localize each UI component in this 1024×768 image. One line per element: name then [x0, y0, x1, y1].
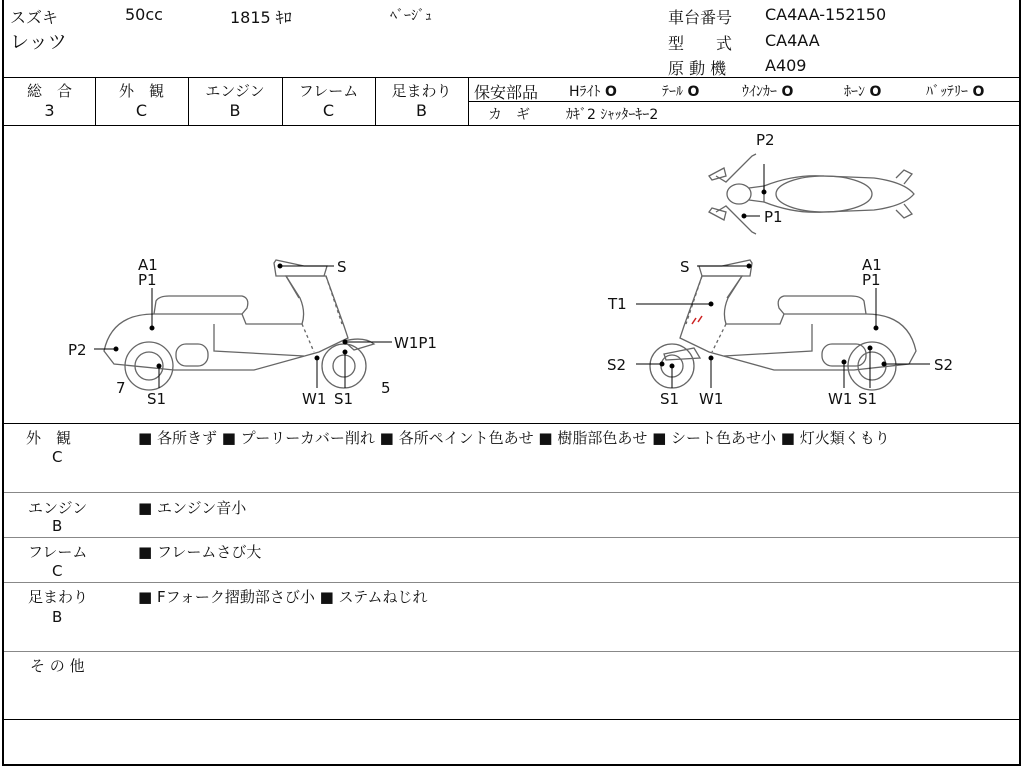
label-left-5: 5: [381, 379, 391, 397]
grade-value-frame: C: [322, 101, 335, 120]
grade-label-suspension: 足まわり: [391, 82, 452, 100]
type-label: 型 式: [668, 34, 733, 53]
label-left-7: 7: [116, 379, 126, 397]
grade-label-engine: エンジン: [205, 82, 265, 100]
label-right-S1b: S1: [858, 390, 878, 408]
detail-text-engine: ■ エンジン音小: [138, 499, 247, 517]
detail-grade-exterior: C: [52, 448, 63, 466]
frame-no-value: CA4AA-152150: [765, 5, 887, 24]
key-label: カ ギ: [488, 107, 530, 123]
maker: スズキ: [10, 8, 59, 27]
label-left-W1: W1: [302, 390, 327, 408]
label-right-A1: A1: [862, 256, 882, 274]
safety-item-headlight: Hﾗｲﾄ O: [569, 84, 617, 100]
label-left-A1: A1: [138, 256, 158, 274]
scooter-top-view: [709, 154, 914, 234]
label-right-T1: T1: [608, 295, 627, 313]
mileage: 1815 ｷﾛ: [230, 8, 292, 27]
detail-label-exterior: 外 観: [26, 429, 72, 447]
detail-text-suspension: ■ Fフォーク摺動部さび小 ■ ステムねじれ: [138, 588, 428, 606]
label-right-W1a: W1: [699, 390, 724, 408]
grade-label-exterior: 外 観: [118, 82, 164, 100]
model-name: レッツ: [10, 31, 67, 53]
type-value: CA4AA: [765, 31, 820, 50]
safety-item-tail: ﾃｰﾙ O: [662, 84, 700, 100]
safety-label: 保安部品: [474, 83, 539, 102]
damage-mark-accent: [692, 316, 702, 324]
label-left-S1b: S1: [334, 390, 354, 408]
detail-grade-engine: B: [52, 517, 63, 535]
label-left-S: S: [337, 258, 347, 276]
displacement: 50cc: [125, 5, 163, 24]
key-value: ｶｷﾞ2 ｼｬｯﾀｰｷｰ2: [566, 107, 659, 123]
inspection-sheet: [2, 0, 1021, 766]
frame-no-label: 車台番号: [668, 8, 733, 27]
color: ﾍﾞｰｼﾞｭ: [390, 8, 432, 24]
label-right-S2a: S2: [607, 356, 627, 374]
detail-label-other: そ の 他: [30, 657, 85, 675]
detail-text-frame: ■ フレームさび大: [138, 543, 262, 561]
grade-value-overall: 3: [44, 101, 55, 120]
engine-label: 原 動 機: [668, 59, 727, 78]
detail-text-exterior: ■ 各所きず ■ プーリーカバー削れ ■ 各所ペイント色あせ ■ 樹脂部色あせ ■ シート色あせ小 ■ 灯火類くもり: [138, 429, 890, 447]
detail-grade-suspension: B: [52, 608, 63, 626]
grade-value-suspension: B: [416, 101, 427, 120]
engine-value: A409: [765, 56, 807, 75]
label-right-S2b: S2: [934, 356, 954, 374]
label-right-S1a: S1: [660, 390, 680, 408]
label-right-P1: P1: [862, 271, 881, 289]
label-top-P2: P2: [756, 131, 775, 149]
grade-label-frame: フレーム: [298, 82, 359, 100]
divider: [4, 77, 1019, 78]
detail-label-engine: エンジン: [28, 499, 88, 517]
label-top-P1: P1: [764, 208, 783, 226]
label-left-P2: P2: [68, 341, 87, 359]
grade-value-exterior: C: [135, 101, 148, 120]
label-left-W1P1: W1P1: [394, 334, 437, 352]
grade-label-overall: 総 合: [26, 82, 72, 100]
label-right-W1b: W1: [828, 390, 853, 408]
label-right-S: S: [680, 258, 690, 276]
detail-label-suspension: 足まわり: [28, 588, 89, 606]
safety-item-battery: ﾊﾞｯﾃﾘｰ O: [926, 84, 985, 100]
detail-label-frame: フレーム: [28, 543, 88, 561]
safety-item-winker: ｳｲﾝｶｰ O: [742, 84, 794, 100]
grade-value-engine: B: [229, 101, 241, 120]
safety-item-horn: ﾎｰﾝ O: [844, 84, 882, 100]
label-left-P1: P1: [138, 271, 157, 289]
label-left-S1a: S1: [147, 390, 167, 408]
detail-grade-frame: C: [52, 562, 63, 580]
